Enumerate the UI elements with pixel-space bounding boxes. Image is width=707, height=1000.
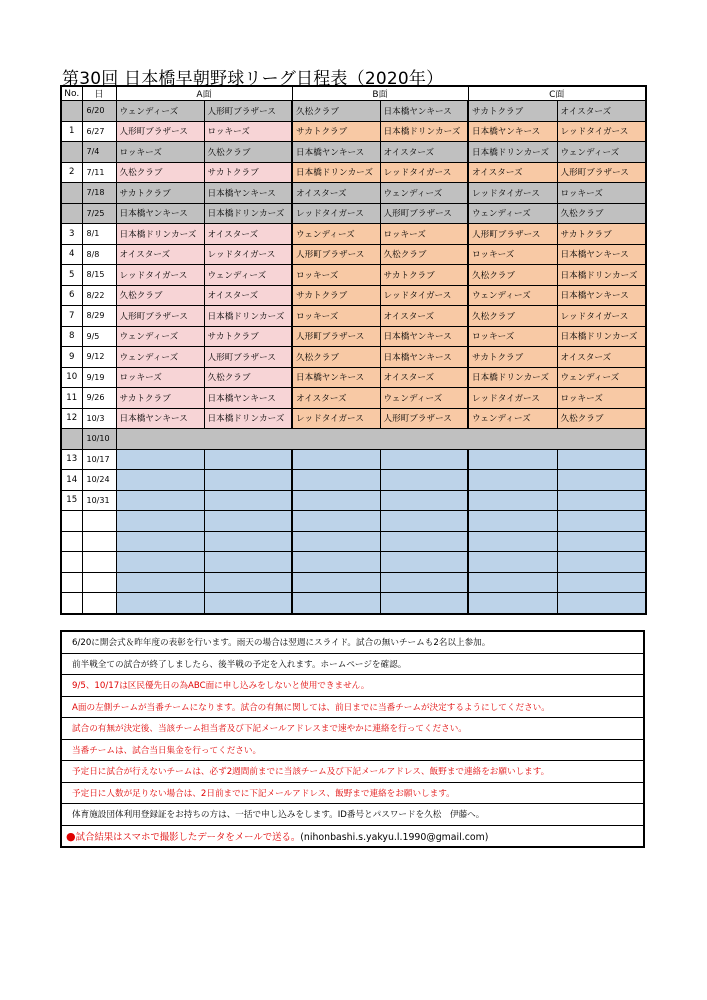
game-date: 9/5 (82, 326, 116, 347)
round-number (61, 511, 82, 532)
header-field-a: A面 (116, 86, 292, 101)
game-date: 8/22 (82, 285, 116, 306)
round-number: 14 (61, 470, 82, 491)
team-cell-c (468, 490, 557, 511)
team-cell-b: ウェンディーズ (380, 183, 468, 204)
round-number (61, 101, 82, 122)
schedule-row (61, 449, 646, 470)
team-cell-b: サカトクラブ (292, 285, 380, 306)
note-line: 予定日に人数が足りない場合は、2日前までに下記メールアドレス、飯野まで連絡をお願いします。 (61, 782, 644, 804)
bullet-icon: ● (66, 829, 76, 843)
schedule-row (61, 265, 646, 286)
team-cell-b (292, 490, 380, 511)
team-cell-b: 日本橋ヤンキース (292, 142, 380, 163)
team-cell-a: 日本橋ヤンキース (116, 203, 204, 224)
team-cell-c (468, 552, 557, 573)
team-cell-a (116, 552, 204, 573)
game-date: 6/20 (82, 101, 116, 122)
round-number: 13 (61, 449, 82, 470)
team-cell-a (116, 593, 204, 614)
schedule-row (61, 367, 646, 388)
header-date: 日 (82, 86, 116, 101)
team-cell-c: サカトクラブ (468, 101, 557, 122)
game-date: 8/8 (82, 244, 116, 265)
round-number: 7 (61, 306, 82, 327)
team-cell-b: オイスターズ (292, 183, 380, 204)
team-cell-a (116, 531, 204, 552)
team-cell-a: 久松クラブ (204, 367, 292, 388)
round-number (61, 572, 82, 593)
notes-table (60, 630, 645, 848)
team-cell-a (204, 531, 292, 552)
team-cell-b: 人形町ブラザース (380, 408, 468, 429)
team-cell-c (557, 470, 646, 491)
round-number (61, 552, 82, 573)
round-number: 4 (61, 244, 82, 265)
schedule-row (61, 224, 646, 245)
team-cell-b: 久松クラブ (380, 244, 468, 265)
team-cell-a (204, 552, 292, 573)
team-cell-c: ウェンディーズ (468, 408, 557, 429)
round-number (61, 183, 82, 204)
team-cell-c (557, 572, 646, 593)
team-cell-b: 人形町ブラザース (292, 326, 380, 347)
team-cell-c (468, 449, 557, 470)
schedule-row (61, 285, 646, 306)
game-date: 10/10 (82, 429, 116, 450)
header-no: No. (61, 86, 82, 101)
team-cell-a: ロッキーズ (116, 367, 204, 388)
team-cell-c: 久松クラブ (557, 203, 646, 224)
team-cell-b (380, 470, 468, 491)
team-cell-b: サカトクラブ (292, 121, 380, 142)
team-cell-a: 人形町ブラザース (116, 306, 204, 327)
team-cell-a: 久松クラブ (204, 142, 292, 163)
team-cell-c: 日本橋ヤンキース (468, 121, 557, 142)
team-cell-b (380, 449, 468, 470)
team-cell-a: 人形町ブラザース (204, 347, 292, 368)
team-cell-b: レッドタイガース (380, 285, 468, 306)
header-field-b: B面 (292, 86, 468, 101)
team-cell-a: 久松クラブ (116, 285, 204, 306)
team-cell-c: 日本橋ドリンカーズ (557, 326, 646, 347)
game-date: 7/4 (82, 142, 116, 163)
team-cell-c: レッドタイガース (468, 183, 557, 204)
team-cell-b: 久松クラブ (292, 347, 380, 368)
round-number (61, 142, 82, 163)
team-cell-c: 日本橋ドリンカーズ (468, 142, 557, 163)
team-cell-a (116, 490, 204, 511)
game-date: 10/17 (82, 449, 116, 470)
round-number: 9 (61, 347, 82, 368)
round-number: 10 (61, 367, 82, 388)
team-cell-a (204, 511, 292, 532)
team-cell-b: 人形町ブラザース (380, 203, 468, 224)
team-cell-b: オイスターズ (380, 367, 468, 388)
team-cell-c: 久松クラブ (468, 265, 557, 286)
team-cell-a: ロッキーズ (116, 142, 204, 163)
team-cell-c: ウェンディーズ (557, 142, 646, 163)
schedule-row (61, 552, 646, 573)
game-date (82, 552, 116, 573)
game-date: 8/15 (82, 265, 116, 286)
team-cell-a (116, 572, 204, 593)
team-cell-b (380, 531, 468, 552)
team-cell-b: ロッキーズ (292, 265, 380, 286)
no-game-cell (116, 429, 646, 450)
team-cell-b: 日本橋ヤンキース (380, 101, 468, 122)
team-cell-a: 日本橋ドリンカーズ (204, 408, 292, 429)
team-cell-c (468, 531, 557, 552)
team-cell-c: レッドタイガース (557, 306, 646, 327)
team-cell-a: ウェンディーズ (116, 326, 204, 347)
game-date (82, 593, 116, 614)
team-cell-a (204, 449, 292, 470)
round-number (61, 531, 82, 552)
note-line: A面の左側チームが当番チームになります。試合の有無に関しては、前日までに当番チームが決定するようにしてください。 (61, 696, 644, 718)
round-number: 11 (61, 388, 82, 409)
schedule-table (60, 85, 647, 615)
team-cell-b (380, 511, 468, 532)
schedule-row (61, 531, 646, 552)
team-cell-a: レッドタイガース (116, 265, 204, 286)
team-cell-b: 日本橋ドリンカーズ (292, 162, 380, 183)
team-cell-a (204, 470, 292, 491)
schedule-row (61, 593, 646, 614)
team-cell-b: レッドタイガース (292, 408, 380, 429)
game-date: 9/26 (82, 388, 116, 409)
team-cell-c: 日本橋ドリンカーズ (557, 265, 646, 286)
team-cell-b (292, 593, 380, 614)
team-cell-a: サカトクラブ (116, 183, 204, 204)
schedule-row (61, 183, 646, 204)
team-cell-c: オイスターズ (468, 162, 557, 183)
game-date: 7/11 (82, 162, 116, 183)
team-cell-a: ウェンディーズ (116, 101, 204, 122)
team-cell-b: 日本橋ドリンカーズ (380, 121, 468, 142)
team-cell-a (204, 490, 292, 511)
results-note (61, 825, 644, 847)
team-cell-b (292, 470, 380, 491)
team-cell-c: ロッキーズ (557, 183, 646, 204)
team-cell-a: オイスターズ (116, 244, 204, 265)
schedule-row (61, 408, 646, 429)
round-number: 2 (61, 162, 82, 183)
team-cell-b: 久松クラブ (292, 101, 380, 122)
team-cell-c: ロッキーズ (468, 326, 557, 347)
team-cell-c (468, 470, 557, 491)
team-cell-a: 日本橋ドリンカーズ (204, 203, 292, 224)
schedule-row (61, 429, 646, 450)
round-number: 3 (61, 224, 82, 245)
team-cell-b: オイスターズ (380, 306, 468, 327)
team-cell-a: 久松クラブ (116, 162, 204, 183)
team-cell-a: オイスターズ (204, 285, 292, 306)
team-cell-c: ウェンディーズ (468, 203, 557, 224)
team-cell-a (204, 572, 292, 593)
game-date: 7/25 (82, 203, 116, 224)
team-cell-a: 人形町ブラザース (204, 101, 292, 122)
team-cell-c: サカトクラブ (557, 224, 646, 245)
schedule-row (61, 244, 646, 265)
team-cell-a: レッドタイガース (204, 244, 292, 265)
team-cell-c: ウェンディーズ (468, 285, 557, 306)
team-cell-c (557, 511, 646, 532)
schedule-row (61, 326, 646, 347)
team-cell-c (557, 449, 646, 470)
team-cell-c (557, 490, 646, 511)
team-cell-b (380, 552, 468, 573)
team-cell-b (380, 490, 468, 511)
team-cell-b: レッドタイガース (380, 162, 468, 183)
team-cell-c: レッドタイガース (557, 121, 646, 142)
team-cell-c: 人形町ブラザース (557, 162, 646, 183)
team-cell-b: レッドタイガース (292, 203, 380, 224)
team-cell-b (292, 511, 380, 532)
team-cell-a: ウェンディーズ (204, 265, 292, 286)
team-cell-a: サカトクラブ (204, 162, 292, 183)
round-number (61, 429, 82, 450)
team-cell-c (557, 593, 646, 614)
team-cell-b (292, 572, 380, 593)
note-line: 予定日に試合が行えないチームは、必ず2週間前までに当該チーム及び下記メールアドレス、飯野まで連絡をお願いします。 (61, 761, 644, 783)
team-cell-a: ロッキーズ (204, 121, 292, 142)
team-cell-a (116, 470, 204, 491)
game-date (82, 531, 116, 552)
team-cell-c (557, 552, 646, 573)
game-date: 6/27 (82, 121, 116, 142)
schedule-row (61, 306, 646, 327)
team-cell-a: 日本橋ヤンキース (204, 388, 292, 409)
team-cell-c: ウェンディーズ (557, 367, 646, 388)
schedule-row (61, 347, 646, 368)
team-cell-b (292, 449, 380, 470)
game-date: 8/29 (82, 306, 116, 327)
team-cell-c (468, 593, 557, 614)
team-cell-b: ウェンディーズ (292, 224, 380, 245)
note-line: 体育施設団体利用登録証をお持ちの方は、一括で申し込みをします。ID番号とパスワードを久松 伊藤へ。 (61, 804, 644, 826)
results-instruction: 試合結果はスマホで撮影したデータをメールで送る。 (75, 831, 301, 843)
game-date (82, 572, 116, 593)
round-number: 6 (61, 285, 82, 306)
schedule-row (61, 101, 646, 122)
team-cell-b: 日本橋ヤンキース (380, 326, 468, 347)
team-cell-b: 日本橋ヤンキース (380, 347, 468, 368)
team-cell-b: オイスターズ (380, 142, 468, 163)
team-cell-b: ウェンディーズ (380, 388, 468, 409)
game-date: 8/1 (82, 224, 116, 245)
schedule-row (61, 572, 646, 593)
team-cell-c: サカトクラブ (468, 347, 557, 368)
game-date: 7/18 (82, 183, 116, 204)
team-cell-a: 日本橋ドリンカーズ (204, 306, 292, 327)
team-cell-a (116, 511, 204, 532)
game-date: 9/19 (82, 367, 116, 388)
team-cell-c (557, 531, 646, 552)
team-cell-b: ロッキーズ (292, 306, 380, 327)
team-cell-b: 人形町ブラザース (292, 244, 380, 265)
team-cell-a: 日本橋ドリンカーズ (116, 224, 204, 245)
schedule-row (61, 490, 646, 511)
team-cell-c (468, 511, 557, 532)
header-row (61, 86, 646, 101)
round-number: 12 (61, 408, 82, 429)
round-number (61, 593, 82, 614)
round-number: 15 (61, 490, 82, 511)
team-cell-c (468, 572, 557, 593)
schedule-row (61, 511, 646, 532)
header-field-c: C面 (468, 86, 646, 101)
schedule-row (61, 162, 646, 183)
team-cell-b (380, 572, 468, 593)
team-cell-c: 人形町ブラザース (468, 224, 557, 245)
team-cell-a: 日本橋ヤンキース (116, 408, 204, 429)
round-number: 1 (61, 121, 82, 142)
page-title: 第30回 日本橋早朝野球リーグ日程表（2020年） (62, 69, 444, 89)
schedule-row (61, 470, 646, 491)
team-cell-c: 日本橋ドリンカーズ (468, 367, 557, 388)
team-cell-a: ウェンディーズ (116, 347, 204, 368)
schedule-row (61, 203, 646, 224)
game-date: 9/12 (82, 347, 116, 368)
team-cell-c: 日本橋ヤンキース (557, 244, 646, 265)
note-line: 9/5、10/17は区民優先日の為ABC面に申し込みをしないと使用できません。 (61, 675, 644, 697)
team-cell-c: オイスターズ (557, 347, 646, 368)
team-cell-a (204, 593, 292, 614)
game-date: 10/31 (82, 490, 116, 511)
team-cell-b: サカトクラブ (380, 265, 468, 286)
game-date: 10/3 (82, 408, 116, 429)
schedule-row (61, 388, 646, 409)
email-address: (nihonbashi.s.yakyu.l.1990@gmail.com) (300, 831, 489, 843)
game-date: 10/24 (82, 470, 116, 491)
team-cell-c: 日本橋ヤンキース (557, 285, 646, 306)
team-cell-a: サカトクラブ (116, 388, 204, 409)
team-cell-b: オイスターズ (292, 388, 380, 409)
round-number (61, 203, 82, 224)
team-cell-a: オイスターズ (204, 224, 292, 245)
round-number: 5 (61, 265, 82, 286)
team-cell-b (380, 593, 468, 614)
note-line: 試合の有無が決定後、当該チーム担当者及び下記メールアドレスまで速やかに連絡を行ってください。 (61, 718, 644, 740)
team-cell-c: オイスターズ (557, 101, 646, 122)
schedule-row (61, 142, 646, 163)
team-cell-c: 久松クラブ (468, 306, 557, 327)
team-cell-b (292, 531, 380, 552)
note-line: 6/20に開会式＆昨年度の表彰を行います。雨天の場合は翌週にスライド。試合の無いチームも2名以上参加。 (61, 631, 644, 653)
note-line: 前半戦全ての試合が終了しましたら、後半戦の予定を入れます。ホームページを確認。 (61, 653, 644, 675)
team-cell-a: 日本橋ヤンキース (204, 183, 292, 204)
team-cell-a (116, 449, 204, 470)
team-cell-c: ロッキーズ (557, 388, 646, 409)
team-cell-c: レッドタイガース (468, 388, 557, 409)
team-cell-a: 人形町ブラザース (116, 121, 204, 142)
team-cell-b: ロッキーズ (380, 224, 468, 245)
game-date (82, 511, 116, 532)
team-cell-b (292, 552, 380, 573)
team-cell-b: 日本橋ヤンキース (292, 367, 380, 388)
note-line: 当番チームは、試合当日集金を行ってください。 (61, 739, 644, 761)
schedule-row (61, 121, 646, 142)
team-cell-c: 久松クラブ (557, 408, 646, 429)
team-cell-c: ロッキーズ (468, 244, 557, 265)
team-cell-a: サカトクラブ (204, 326, 292, 347)
round-number: 8 (61, 326, 82, 347)
